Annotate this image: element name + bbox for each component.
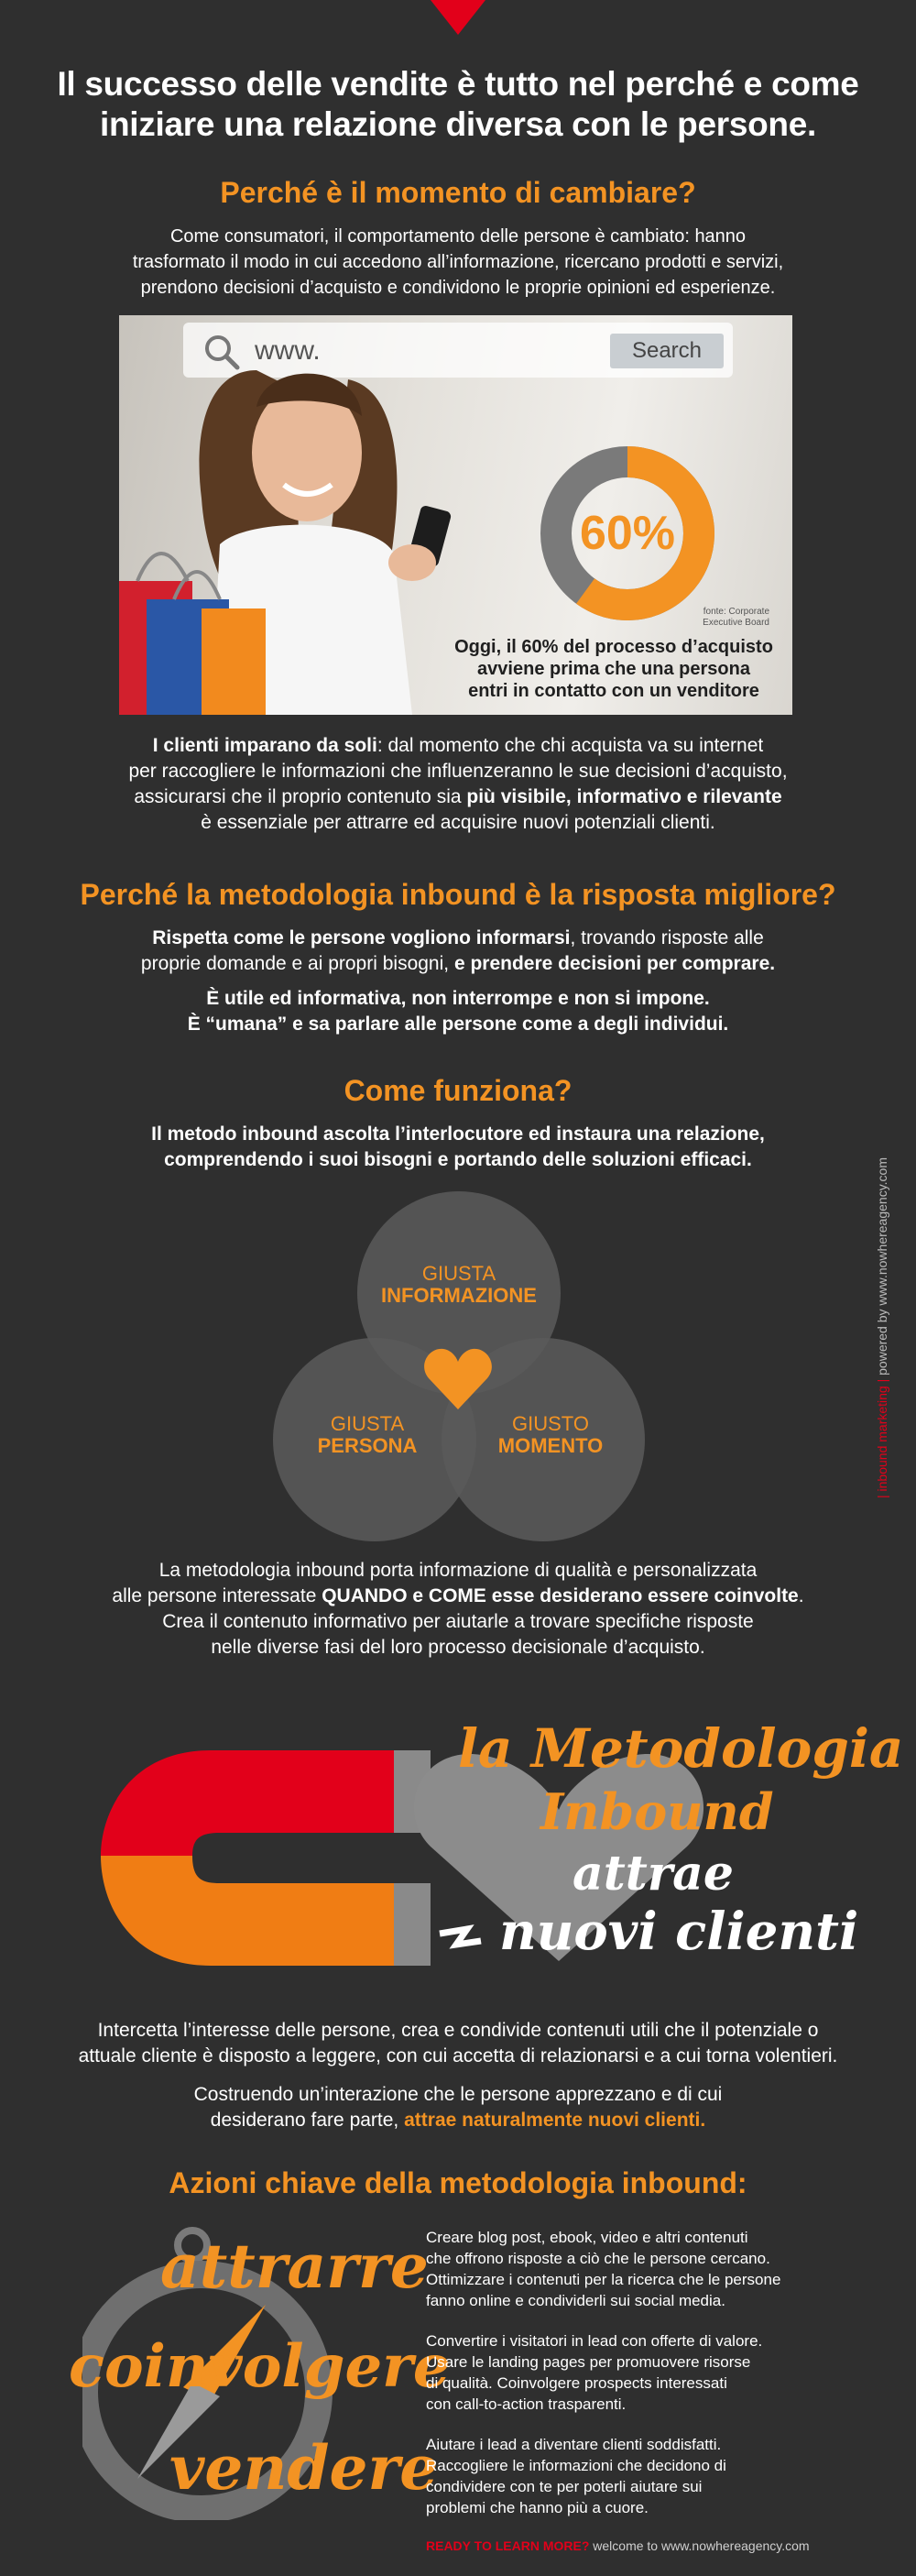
action-block-1-line: fanno online e condividerli sui social media. (426, 2292, 725, 2309)
action-block-2-line: Usare le landing pages per promuovere risorse (426, 2353, 751, 2371)
venn-top-big: INFORMAZIONE (381, 1284, 537, 1307)
inbound-line-4: È “umana” e sa parlare alle persone come a degli individui. (187, 1014, 729, 1035)
venn-label-informazione (357, 1263, 561, 1307)
methodology-line-2-bold: QUANDO e COME esse desiderano essere coinvolte (322, 1585, 799, 1606)
section-how-heading: Come funziona? (344, 1074, 572, 1107)
learn-line-2: per raccogliere le informazioni che influenzeranno le sue decisioni d’acquisto, (128, 761, 788, 782)
methodology-line-1: La metodologia inbound porta informazione di qualità e personalizzata (158, 1560, 758, 1581)
action-block-1-line: che offrono risposte a ciò che le persone cercano. (426, 2250, 770, 2267)
vertical-credit (875, 1086, 889, 1498)
venn-left-small: GIUSTA (330, 1412, 405, 1435)
woman-shopping-illustration (119, 352, 485, 715)
caption-line-1: Oggi, il 60% del processo d’acquisto (454, 637, 773, 657)
action-block-3 (426, 2434, 726, 2518)
action-block-2-line: Convertire i visitatori in lead con offerte di valore. (426, 2332, 763, 2350)
methodology-line-4: nelle diverse fasi del loro processo decisionale d’acquisto. (211, 1637, 705, 1658)
action-block-2-line: con call-to-action trasparenti. (426, 2395, 627, 2413)
search-button: Search (610, 334, 724, 368)
inbound-line-1-bold: Rispetta come le persone vogliono informarsi (152, 927, 571, 948)
action-block-2 (426, 2330, 762, 2415)
caption-line-3: entri in contatto con un venditore (468, 681, 759, 701)
learn-line-3: assicurarsi che il proprio contenuto sia (134, 786, 467, 807)
section-inbound-heading: Perché la metodologia inbound è la risposta migliore? (80, 878, 836, 911)
title-line-2: iniziare una relazione diversa con le persone. (100, 105, 816, 143)
methodology-paragraph (0, 1558, 916, 1661)
footer-cta[interactable]: READY TO LEARN MORE? (426, 2538, 590, 2553)
methodology-line-2: alle persone interessate (112, 1585, 322, 1606)
action-block-3-line: condividere con te per poterli aiutare sui (426, 2478, 703, 2495)
section-change-intro (0, 224, 916, 301)
learn-lead: I clienti imparano da soli (152, 735, 377, 756)
venn-label-momento (456, 1413, 645, 1457)
magnet-script-1: la Metodologia (458, 1717, 904, 1780)
page-title (0, 64, 916, 145)
action-verb-coinvolgere: coinvolgere (69, 2332, 451, 2401)
venn-top-small: GIUSTA (421, 1262, 496, 1285)
stat-value: 60% (579, 507, 676, 560)
stat-source (669, 607, 769, 629)
attract-line-4: desiderano fare parte, (210, 2110, 405, 2131)
heart-icon (423, 1347, 493, 1411)
action-verb-vendere: vendere (169, 2432, 439, 2504)
title-line-1: Il successo delle vendite è tutto nel perché e come (57, 65, 859, 103)
venn-label-persona (273, 1413, 462, 1457)
magnet-script-4: nuovi clienti (499, 1902, 859, 1962)
attract-line-3: Costruendo un’interazione che le persone apprezzano e di cui (193, 2084, 723, 2105)
action-block-1-line: Creare blog post, ebook, video e altri contenuti (426, 2229, 748, 2246)
methodology-line-2-end: . (798, 1585, 804, 1606)
methodology-line-3: Crea il contenuto informativo per aiutarle a trovare specifiche risposte (162, 1611, 754, 1632)
action-block-1 (426, 2227, 780, 2311)
footer (426, 2538, 810, 2553)
inbound-line-1: , trovando risposte alle (570, 927, 764, 948)
learn-paragraph (0, 733, 916, 836)
intro-line-1: Come consumatori, il comportamento delle persone è cambiato: hanno (169, 226, 747, 247)
source-line-2: Executive Board (703, 618, 769, 628)
inbound-line-2-bold: e prendere decisioni per comprare. (453, 953, 776, 974)
venn-right-small: GIUSTO (512, 1412, 589, 1435)
actions-heading: Azioni chiave della metodologia inbound: (169, 2166, 747, 2199)
sidebar-powered[interactable]: powered by www.nowhereagency.com (875, 1156, 889, 1376)
hero-image (119, 315, 792, 715)
magnet-script-2: Inbound (540, 1782, 774, 1841)
action-block-3-line: problemi che hanno più a cuore. (426, 2499, 649, 2516)
attract-line-4-bold: attrae naturalmente nuovi clienti. (404, 2110, 706, 2131)
learn-line-3-bold: più visibile, informativo e rilevante (466, 786, 782, 807)
source-line-1: fonte: Corporate (703, 607, 769, 617)
venn-left-big: PERSONA (317, 1434, 418, 1457)
section-how-text (0, 1122, 916, 1173)
sidebar-brand: | inbound marketing | (875, 1378, 889, 1498)
footer-link[interactable]: welcome to www.nowhereagency.com (593, 2538, 810, 2553)
learn-line-1: : dal momento che chi acquista va su internet (376, 735, 764, 756)
action-block-3-line: Raccogliere le informazioni che decidono di (426, 2457, 726, 2474)
attract-line-2: attuale cliente è disposto a leggere, con cui accetta di relazionarsi e a cui torna volentieri. (78, 2045, 838, 2066)
top-triangle (431, 0, 485, 35)
intro-line-3: prendono decisioni d’acquisto e condividono le proprie opinioni ed esperienze. (140, 278, 776, 298)
inbound-line-3: È utile ed informativa, non interrompe e non si impone. (206, 988, 710, 1009)
intro-line-2: trasformato il modo in cui accedono all’informazione, ricercano prodotti e servizi, (132, 252, 784, 272)
section-inbound-text (0, 926, 916, 1037)
action-block-2-line: di qualità. Coinvolgere prospects interessati (426, 2374, 727, 2392)
venn-right-big: MOMENTO (497, 1434, 604, 1457)
section-change-heading: Perché è il momento di cambiare? (220, 176, 696, 209)
how-line-2: comprendendo i suoi bisogni e portando delle soluzioni efficaci. (164, 1149, 752, 1170)
action-block-3-line: Aiutare i lead a diventare clienti soddisfatti. (426, 2436, 722, 2453)
stat-caption (453, 636, 774, 702)
attract-paragraph (0, 2018, 916, 2133)
caption-line-2: avviene prima che una persona (477, 659, 750, 679)
learn-line-4: è essenziale per attrarre ed acquisire nuovi potenziali clienti. (201, 812, 715, 833)
action-block-1-line: Ottimizzare i contenuti per la ricerca che le persone (426, 2271, 781, 2288)
magnet-script-3: attrae (572, 1846, 734, 1902)
search-input: www. (255, 335, 321, 366)
how-line-1: Il metodo inbound ascolta l’interlocutore ed instaura una relazione, (151, 1124, 765, 1145)
action-verb-attrarre: attrarre (160, 2231, 429, 2302)
inbound-line-2: proprie domande e ai propri bisogni, (140, 953, 454, 974)
attract-line-1: Intercetta l’interesse delle persone, crea e condivide contenuti utili che il potenziale o (97, 2020, 819, 2041)
